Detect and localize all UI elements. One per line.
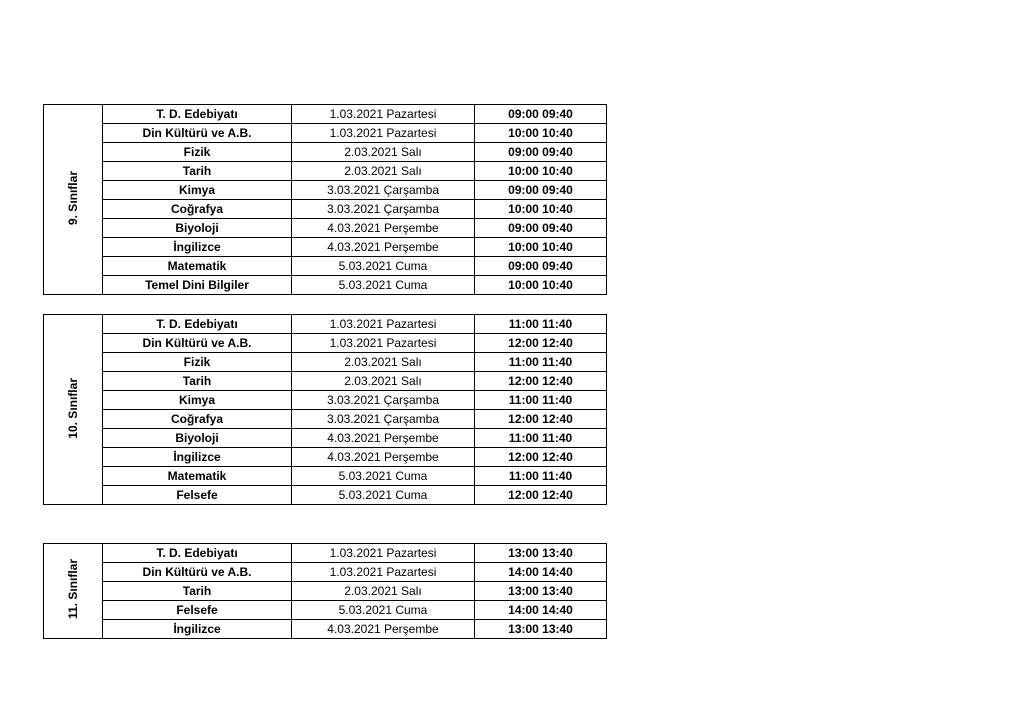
time-cell: 12:00 12:40 [475,372,607,391]
table-row [44,181,607,200]
table-row [44,391,607,410]
date-cell: 4.03.2021 Perşembe [292,238,475,257]
time-cell: 11:00 11:40 [475,353,607,372]
subject-cell: Coğrafya [103,200,292,219]
table-row [44,582,607,601]
table-row [44,544,607,563]
group-label: 11. Sınıflar [66,559,80,620]
date-cell: 2.03.2021 Salı [292,372,475,391]
schedule-table-grade-10 [43,314,607,505]
date-cell: 3.03.2021 Çarşamba [292,200,475,219]
subject-cell: Din Kültürü ve A.B. [103,563,292,582]
table-row [44,315,607,334]
time-cell: 09:00 09:40 [475,105,607,124]
table-row [44,486,607,505]
date-cell: 4.03.2021 Perşembe [292,448,475,467]
table-row [44,238,607,257]
table-row [44,429,607,448]
subject-cell: İngilizce [103,238,292,257]
time-cell: 10:00 10:40 [475,162,607,181]
table-row [44,257,607,276]
time-cell: 11:00 11:40 [475,315,607,334]
time-cell: 10:00 10:40 [475,276,607,295]
table-row [44,410,607,429]
group-label-cell [44,105,103,295]
time-cell: 09:00 09:40 [475,143,607,162]
subject-cell: T. D. Edebiyatı [103,315,292,334]
date-cell: 2.03.2021 Salı [292,353,475,372]
time-cell: 13:00 13:40 [475,620,607,639]
subject-cell: Biyoloji [103,429,292,448]
date-cell: 5.03.2021 Cuma [292,486,475,505]
date-cell: 2.03.2021 Salı [292,143,475,162]
table-row [44,200,607,219]
date-cell: 1.03.2021 Pazartesi [292,334,475,353]
subject-cell: Felsefe [103,601,292,620]
date-cell: 5.03.2021 Cuma [292,467,475,486]
time-cell: 13:00 13:40 [475,582,607,601]
time-cell: 11:00 11:40 [475,391,607,410]
subject-cell: Coğrafya [103,410,292,429]
date-cell: 2.03.2021 Salı [292,582,475,601]
table-row [44,372,607,391]
time-cell: 10:00 10:40 [475,124,607,143]
table-row [44,467,607,486]
group-label: 9. Sınıflar [66,170,80,226]
table-row [44,563,607,582]
subject-cell: T. D. Edebiyatı [103,105,292,124]
subject-cell: Tarih [103,582,292,601]
date-cell: 3.03.2021 Çarşamba [292,181,475,200]
time-cell: 10:00 10:40 [475,200,607,219]
date-cell: 5.03.2021 Cuma [292,257,475,276]
date-cell: 3.03.2021 Çarşamba [292,410,475,429]
time-cell: 09:00 09:40 [475,219,607,238]
subject-cell: Tarih [103,372,292,391]
time-cell: 12:00 12:40 [475,410,607,429]
subject-cell: İngilizce [103,620,292,639]
date-cell: 2.03.2021 Salı [292,162,475,181]
date-cell: 5.03.2021 Cuma [292,601,475,620]
schedule-table-grade-11 [43,543,607,639]
subject-cell: Matematik [103,467,292,486]
subject-cell: İngilizce [103,448,292,467]
date-cell: 3.03.2021 Çarşamba [292,391,475,410]
time-cell: 14:00 14:40 [475,601,607,620]
table-row [44,620,607,639]
time-cell: 11:00 11:40 [475,467,607,486]
time-cell: 14:00 14:40 [475,563,607,582]
group-label-cell [44,315,103,505]
date-cell: 1.03.2021 Pazartesi [292,563,475,582]
subject-cell: Temel Dini Bilgiler [103,276,292,295]
time-cell: 12:00 12:40 [475,448,607,467]
time-cell: 09:00 09:40 [475,257,607,276]
subject-cell: Din Kültürü ve A.B. [103,124,292,143]
subject-cell: T. D. Edebiyatı [103,544,292,563]
group-label: 10. Sınıflar [66,377,80,439]
time-cell: 10:00 10:40 [475,238,607,257]
date-cell: 1.03.2021 Pazartesi [292,544,475,563]
table-row [44,448,607,467]
date-cell: 1.03.2021 Pazartesi [292,315,475,334]
subject-cell: Kimya [103,181,292,200]
table-row [44,162,607,181]
group-label-cell [44,544,103,639]
subject-cell: Biyoloji [103,219,292,238]
time-cell: 09:00 09:40 [475,181,607,200]
date-cell: 5.03.2021 Cuma [292,276,475,295]
subject-cell: Fizik [103,143,292,162]
table-row [44,601,607,620]
date-cell: 4.03.2021 Perşembe [292,620,475,639]
table-row [44,353,607,372]
subject-cell: Matematik [103,257,292,276]
time-cell: 11:00 11:40 [475,429,607,448]
schedule-table-grade-9 [43,104,607,295]
table-row [44,143,607,162]
table-row [44,334,607,353]
date-cell: 4.03.2021 Perşembe [292,429,475,448]
date-cell: 1.03.2021 Pazartesi [292,105,475,124]
table-row [44,219,607,238]
table-row [44,276,607,295]
time-cell: 12:00 12:40 [475,334,607,353]
subject-cell: Felsefe [103,486,292,505]
date-cell: 4.03.2021 Perşembe [292,219,475,238]
table-row [44,105,607,124]
subject-cell: Tarih [103,162,292,181]
table-row [44,124,607,143]
subject-cell: Fizik [103,353,292,372]
date-cell: 1.03.2021 Pazartesi [292,124,475,143]
time-cell: 13:00 13:40 [475,544,607,563]
subject-cell: Din Kültürü ve A.B. [103,334,292,353]
time-cell: 12:00 12:40 [475,486,607,505]
subject-cell: Kimya [103,391,292,410]
